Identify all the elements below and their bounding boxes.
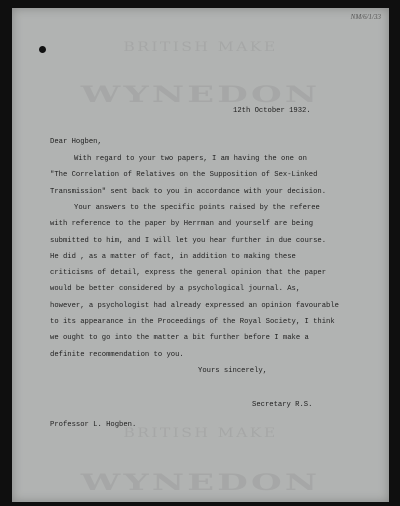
letter-body-line: With regard to your two papers, I am having the one on — [74, 155, 307, 163]
punch-hole — [39, 46, 46, 53]
letter-signature: Secretary R.S. — [252, 401, 313, 409]
letter-body-line: submitted to him, and I will let you hear further in due course. — [50, 236, 327, 245]
letter-body-line: Transmission" sent back to you in accordance with your decision. — [50, 187, 327, 196]
letter-page — [12, 8, 389, 502]
letter-body-line: however, a psychologist had already expressed an opinion favourable — [50, 301, 339, 310]
letter-body-line: we ought to go into the matter a bit further before I make a — [50, 334, 309, 343]
letter-date: 12th October 1932. — [233, 107, 311, 115]
watermark-top-small: BRITISH MAKE — [123, 40, 278, 55]
archive-reference: NM/6/1/33 — [350, 13, 381, 21]
letter-body-line: Your answers to the specific points raised by the referee — [74, 203, 320, 212]
watermark-top-large: WYNEDON — [80, 82, 321, 108]
letter-salutation: Dear Hogben, — [50, 138, 102, 146]
letter-closing: Yours sincerely, — [198, 367, 268, 375]
letter-body-line: with reference to the paper by Herrman and yourself are being — [50, 220, 314, 229]
letter-recipient: Professor L. Hogben. — [50, 421, 137, 429]
letter-body-line: He did , as a matter of fact, in addition to making these — [50, 252, 296, 261]
letter-body-line: to its appearance in the Proceedings of the Royal Society, I think — [50, 318, 335, 326]
watermark-bottom-small: BRITISH MAKE — [123, 426, 278, 441]
watermark-bottom-large: WYNEDON — [80, 470, 321, 496]
letter-body-line: would be better considered by a psychological journal. As, — [50, 285, 301, 294]
letter-body-line: definite recommendation to you. — [50, 350, 184, 359]
letter-body-line: "The Correlation of Relatives on the Supposition of Sex-Linked — [50, 171, 318, 180]
letter-body-line: criticisms of detail, express the general opinion that the paper — [50, 269, 327, 278]
